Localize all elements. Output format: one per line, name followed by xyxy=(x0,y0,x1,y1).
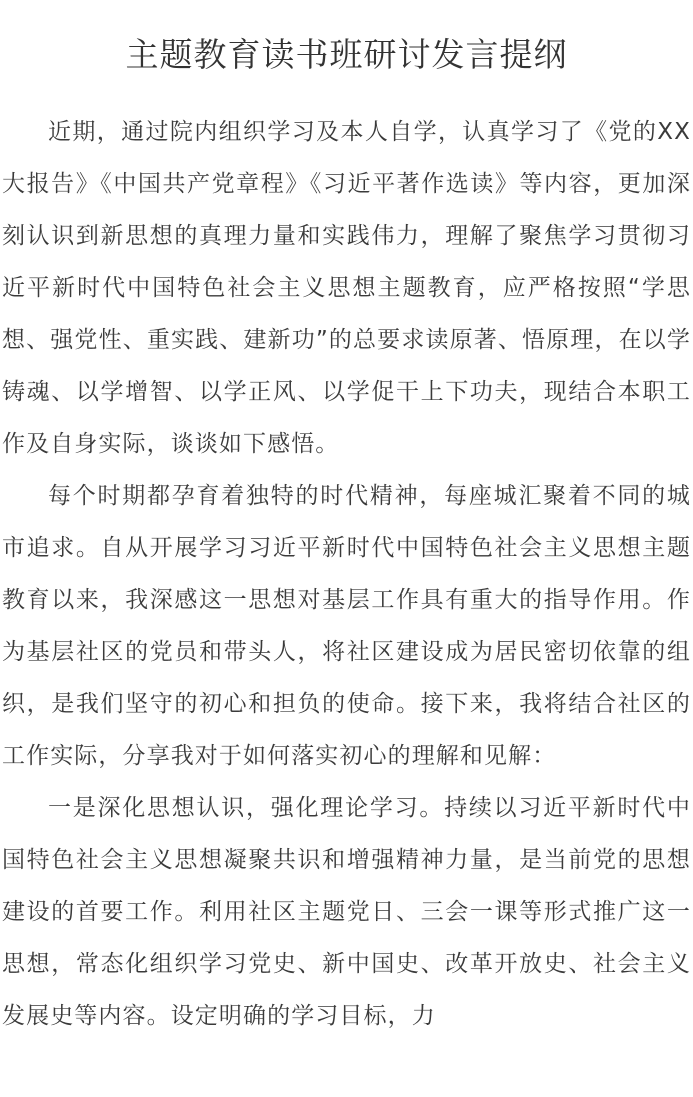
paragraph-background: 每个时期都孕育着独特的时代精神，每座城汇聚着不同的城市追求。自从开展学习习近平新时代中国特色社会主义思想主题教育以来，我深感这一思想对基层工作具有重大的指导作用。作为基层社区的党员和带头人，将社区建设成为居民密切依靠的组织，是我们坚守的初心和担负的使命。接下来，我将结合社区的工作实际，分享我对于如何落实初心的理解和见解： xyxy=(2,483,691,769)
paragraph-intro: 近期，通过院内组织学习及本人自学，认真学习了《党的XX大报告》《中国共产党章程》《习近平著作选读》等内容，更加深刻认识到新思想的真理力量和实践伟力，理解了聚焦学习贯彻习近平新时代中国特色社会主义思想主题教育，应严格按照“学思想、强党性、重实践、建新功”的总要求读原著、悟原理，在以学铸魂、以学增智、以学正风、以学促干上下功夫，现结合本职工作及自身实际，谈谈如下感悟。 xyxy=(2,119,691,457)
paragraph-point-one: 一是深化思想认识，强化理论学习。持续以习近平新时代中国特色社会主义思想凝聚共识和增强精神力量，是当前党的思想建设的首要工作。利用社区主题党日、三会一课等形式推广这一思想，常态化组织学习党史、新中国史、改革开放史、社会主义发展史等内容。设定明确的学习目标，力 xyxy=(2,795,691,1029)
document-body xyxy=(2,106,691,1042)
document-title: 主题教育读书班研讨发言提纲 xyxy=(125,35,568,74)
